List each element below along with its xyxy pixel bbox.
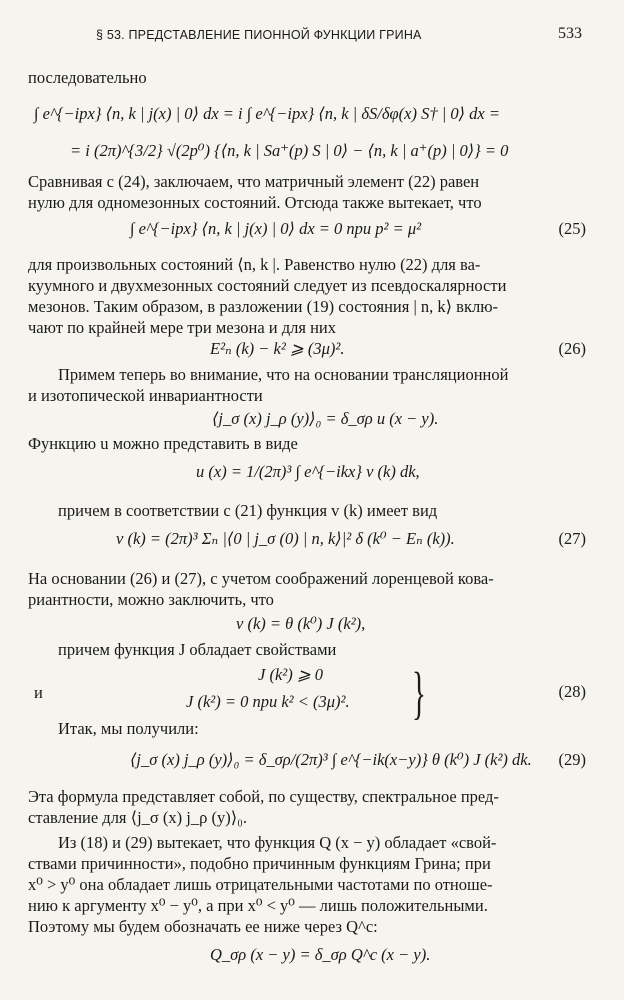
equation-28b: J (k²) = 0 при k² < (3μ)². [186,692,350,711]
text-line: чают по крайней мере три мезона и для них [28,318,337,337]
equation-29: ⟨j_σ (x) j_ρ (y)⟩₀ = δ_σρ/(2π)³ ∫ e^{−ik(x−y)} θ (k⁰) J (k²) dk. [130,750,532,769]
text-line: для произвольных состояний ⟨n, k |. Равенство нулю (22) для ва- [28,255,481,274]
text-line: последовательно [28,68,147,87]
text-line: ставление для ⟨j_σ (x) j_ρ (y)⟩₀. [28,808,248,827]
text-line: Итак, мы получили: [58,719,199,738]
text-line: Примем теперь во внимание, что на основании трансляционной [58,365,509,384]
text-line: На основании (26) и (27), с учетом соображений лоренцевой кова- [28,569,494,588]
equation-1a: ∫ e^{−ipx} ⟨n, k | j(x) | 0⟩ dx = i ∫ e^{−ipx} ⟨n, k | δS/δφ(x) S† | 0⟩ dx = [34,104,501,123]
equation-25: ∫ e^{−ipx} ⟨n, k | j(x) | 0⟩ dx = 0 при p² = μ² [130,219,422,238]
page-number: 533 [558,25,582,42]
equation-u: u (x) = 1/(2π)³ ∫ e^{−ikx} v (k) dk, [196,462,420,481]
text-line: причем в соответствии с (21) функция v (k) имеет вид [58,501,438,520]
equation-number: (29) [558,750,586,769]
text-line: Поэтому мы будем обозначать ее ниже через Q^c: [28,917,378,936]
equation-number: (28) [558,682,586,701]
equation-number: (27) [558,529,586,548]
text-line: нулю для одномезонных состояний. Отсюда также вытекает, что [28,193,482,212]
text-line: ствами причинности», подобно причинным функциям Грина; при [28,854,491,873]
equation-28a: J (k²) ⩾ 0 [258,665,324,684]
brace: } [412,660,426,725]
equation-invariance: ⟨j_σ (x) j_ρ (y)⟩₀ = δ_σρ u (x − y). [212,409,439,428]
text-line: мезонов. Таким образом, в разложении (19) состояния | n, k⟩ вклю- [28,297,499,316]
text-line: куумного и двухмезонных состояний следует из псевдоскалярности [28,276,507,295]
text-line: Сравнивая с (24), заключаем, что матричный элемент (22) равен [28,172,480,191]
text-line: Функцию u можно представить в виде [28,434,298,453]
equation-1b: = i (2π)^{3/2} √(2p⁰) {⟨n, k | Sa⁺(p) S | 0⟩ − ⟨n, k | a⁺(p) | 0⟩} = 0 [70,141,509,160]
equation-v: v (k) = θ (k⁰) J (k²), [236,614,366,633]
equation-q: Q_σρ (x − y) = δ_σρ Q^c (x − y). [210,945,431,964]
equation-number: (25) [558,219,586,238]
equation-26: E²ₙ (k) − k² ⩾ (3μ)². [210,339,345,358]
text-line: Эта формула представляет собой, по существу, спектральное пред- [28,787,499,806]
text-line: и изотопической инвариантности [28,386,263,405]
running-title: § 53. ПРЕДСТАВЛЕНИЕ ПИОННОЙ ФУНКЦИИ ГРИНА [96,28,422,42]
equation-number: (26) [558,339,586,358]
text-line: x⁰ > y⁰ она обладает лишь отрицательными частотами по отноше- [28,875,493,894]
equation-27: v (k) = (2π)³ Σₙ |⟨0 | j_σ (0) | n, k⟩|² δ (k⁰ − Eₙ (k)). [116,529,455,548]
text-line: нию к аргументу x⁰ − y⁰, а при x⁰ < y⁰ — лишь положительными. [28,896,488,915]
text-line: Из (18) и (29) вытекает, что функция Q (x − y) обладает «свой- [58,833,497,852]
text-line: причем функция J обладает свойствами [58,640,337,659]
conjunction: и [34,683,43,702]
text-line: риантности, можно заключить, что [28,590,274,609]
